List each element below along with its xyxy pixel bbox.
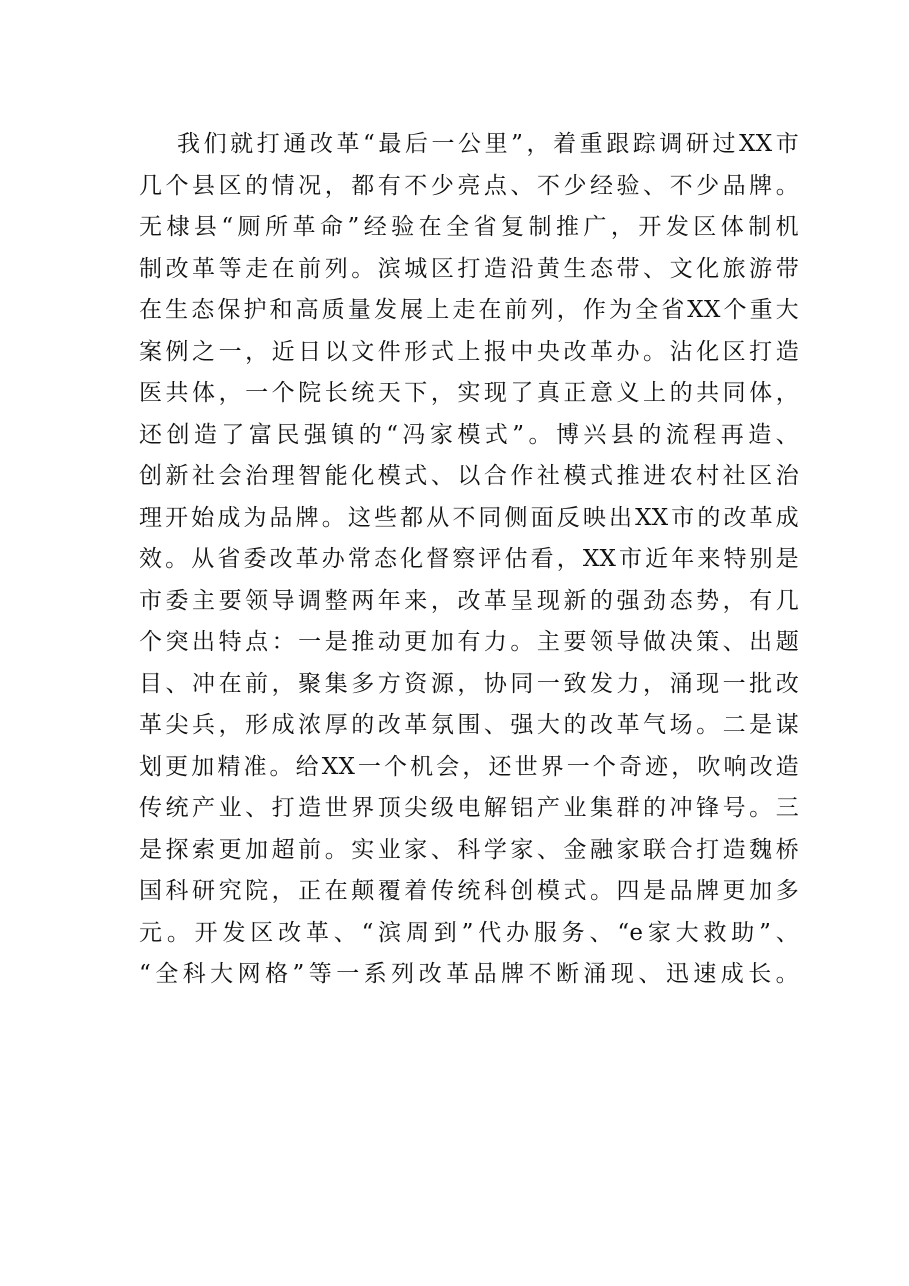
paragraph-line: 在生态保护和高质量发展上走在前列，作为全省XX个重大 <box>139 297 799 323</box>
paragraph-line: 案例之一，近日以文件形式上报中央改革办。沾化区打造 <box>139 338 799 365</box>
paragraph-line: 传统产业、打造世界顶尖级电解铝产业集群的冲锋号。三 <box>139 795 799 821</box>
paragraph-line: 医共体，一个院长统天下，实现了真正意义上的共同体， <box>139 380 799 406</box>
paragraph-line: 我们就打通改革“最后一公里”，着重跟踪调研过XX市 <box>177 131 799 157</box>
paragraph-line: 目、冲在前，聚集多方资源，协同一致发力，涌现一批改 <box>139 670 799 697</box>
paragraph-line: 无棣县“厕所革命”经验在全省复制推广，开发区体制机 <box>139 214 799 240</box>
paragraph-line: 国科研究院，正在颠覆着传统科创模式。四是品牌更加多 <box>139 878 799 904</box>
paragraph-line: 创新社会治理智能化模式、以合作社模式推进农村社区治 <box>139 463 799 489</box>
paragraph-line: 效。从省委改革办常态化督察评估看，XX市近年来特别是 <box>139 546 799 572</box>
paragraph-line: 划更加精准。给XX一个机会，还世界一个奇迹，吹响改造 <box>139 753 799 780</box>
paragraph-line: 个突出特点：一是推动更加有力。主要领导做决策、出题 <box>139 629 799 655</box>
paragraph-line: 市委主要领导调整两年来，改革呈现新的强劲态势，有几 <box>139 587 799 614</box>
paragraph-line: 几个县区的情况，都有不少亮点、不少经验、不少品牌。 <box>139 172 799 199</box>
paragraph-line: 制改革等走在前列。滨城区打造沿黄生态带、文化旅游带 <box>139 255 799 282</box>
paragraph-line: 革尖兵，形成浓厚的改革氛围、强大的改革气场。二是谋 <box>139 712 799 738</box>
paragraph-line: 还创造了富民强镇的“冯家模式”。博兴县的流程再造、 <box>139 421 799 448</box>
paragraph-line: “全科大网格”等一系列改革品牌不断涌现、迅速成长。 <box>139 961 799 987</box>
paragraph-line: 元。开发区改革、“滨周到”代办服务、“e家大救助”、 <box>139 919 799 946</box>
paragraph-line: 理开始成为品牌。这些都从不同侧面反映出XX市的改革成 <box>139 504 799 531</box>
body-paragraph <box>139 124 799 996</box>
paragraph-line: 是探索更加超前。实业家、科学家、金融家联合打造魏桥 <box>139 836 799 863</box>
